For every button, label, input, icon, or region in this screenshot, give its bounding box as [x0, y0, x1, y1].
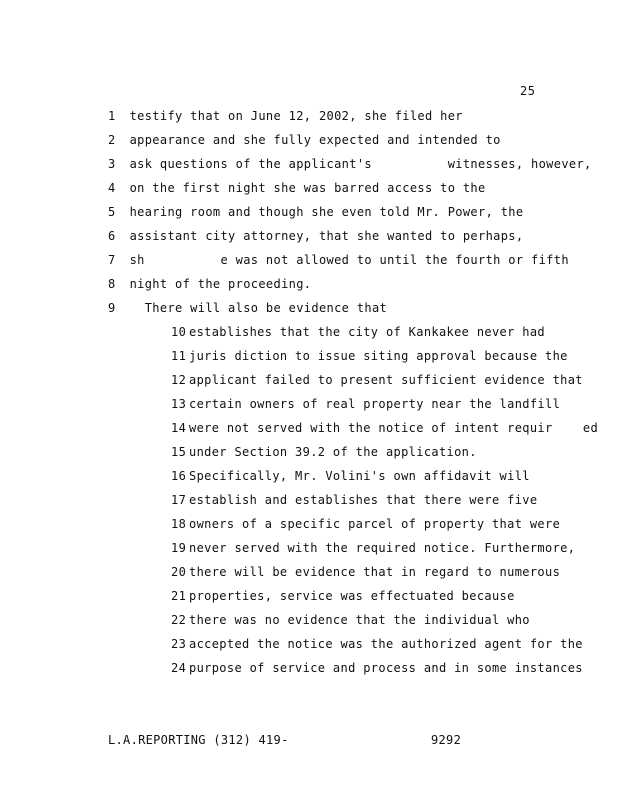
- line-text: There will also be evidence that: [129, 301, 388, 315]
- line-text: assistant city attorney, that she wanted to perhaps,: [129, 229, 524, 243]
- line-number: 16: [171, 469, 187, 483]
- line-text: juris diction to issue siting approval because the: [189, 349, 568, 363]
- line-text: applicant failed to present sufficient evidence that: [189, 373, 583, 387]
- transcript-line: [171, 636, 583, 652]
- line-number: 20: [171, 565, 187, 579]
- transcript-line: [108, 132, 501, 148]
- line-text: there was no evidence that the individual who: [189, 613, 530, 627]
- transcript-line: [108, 108, 463, 124]
- line-number: 6: [108, 229, 116, 243]
- transcript-line: [171, 564, 560, 580]
- line-text: Specifically, Mr. Volini's own affidavit will: [189, 469, 530, 483]
- transcript-line: [171, 396, 560, 412]
- transcript-line: [108, 276, 311, 292]
- line-number: 8: [108, 277, 116, 291]
- line-text: sh e was not allowed to until the fourth or fifth: [129, 253, 569, 267]
- line-number: 22: [171, 613, 187, 627]
- transcript-line: [108, 228, 523, 244]
- line-number: 2: [108, 133, 116, 147]
- line-text: testify that on June 12, 2002, she filed her: [129, 109, 463, 123]
- transcript-line: [171, 324, 545, 340]
- line-text: owners of a specific parcel of property that were: [189, 517, 561, 531]
- line-number: 10: [171, 325, 187, 339]
- line-text: accepted the notice was the authorized agent for the: [189, 637, 583, 651]
- transcript-line: [171, 420, 598, 436]
- line-number: 21: [171, 589, 187, 603]
- line-text: night of the proceeding.: [129, 277, 312, 291]
- line-number: 15: [171, 445, 187, 459]
- transcript-line: [171, 660, 583, 676]
- line-number: 5: [108, 205, 116, 219]
- line-number: 3: [108, 157, 116, 171]
- transcript-line: [171, 372, 583, 388]
- line-text: purpose of service and process and in some instances: [189, 661, 583, 675]
- transcript-line: [108, 252, 569, 268]
- transcript-line: [171, 492, 537, 508]
- transcript-line: [108, 204, 523, 220]
- transcript-line: [108, 156, 592, 172]
- line-text: there will be evidence that in regard to numerous: [189, 565, 561, 579]
- line-number: 7: [108, 253, 116, 267]
- line-number: 9: [108, 301, 116, 315]
- line-number: 14: [171, 421, 187, 435]
- line-number: 12: [171, 373, 187, 387]
- transcript-line: [171, 348, 568, 364]
- line-number: 19: [171, 541, 187, 555]
- line-number: 4: [108, 181, 116, 195]
- transcript-line: [108, 180, 486, 196]
- transcript-line: [171, 444, 477, 460]
- line-text: certain owners of real property near the landfill: [189, 397, 561, 411]
- footer-reporter: L.A.REPORTING (312) 419-: [108, 733, 289, 747]
- line-text: ask questions of the applicant's witnesses, however,: [129, 157, 592, 171]
- line-number: 1: [108, 109, 116, 123]
- footer-phone-suffix: 9292: [431, 733, 462, 747]
- transcript-line: [171, 516, 560, 532]
- line-number: 24: [171, 661, 187, 675]
- line-number: 17: [171, 493, 187, 507]
- line-text: establishes that the city of Kankakee never had: [189, 325, 546, 339]
- line-text: properties, service was effectuated because: [189, 589, 515, 603]
- transcript-line: [171, 612, 530, 628]
- line-number: 18: [171, 517, 187, 531]
- page-number: 25: [520, 84, 536, 98]
- line-text: never served with the required notice. Furthermore,: [189, 541, 576, 555]
- line-text: establish and establishes that there were five: [189, 493, 538, 507]
- transcript-line: [108, 300, 387, 316]
- line-text: hearing room and though she even told Mr. Power, the: [129, 205, 524, 219]
- line-text: under Section 39.2 of the application.: [189, 445, 477, 459]
- line-number: 13: [171, 397, 187, 411]
- line-text: were not served with the notice of intent requir ed: [189, 421, 599, 435]
- line-text: on the first night she was barred access to the: [129, 181, 486, 195]
- line-number: 23: [171, 637, 187, 651]
- transcript-line: [171, 588, 515, 604]
- line-text: appearance and she fully expected and intended to: [129, 133, 501, 147]
- line-number: 11: [171, 349, 187, 363]
- transcript-line: [171, 540, 575, 556]
- transcript-line: [171, 468, 530, 484]
